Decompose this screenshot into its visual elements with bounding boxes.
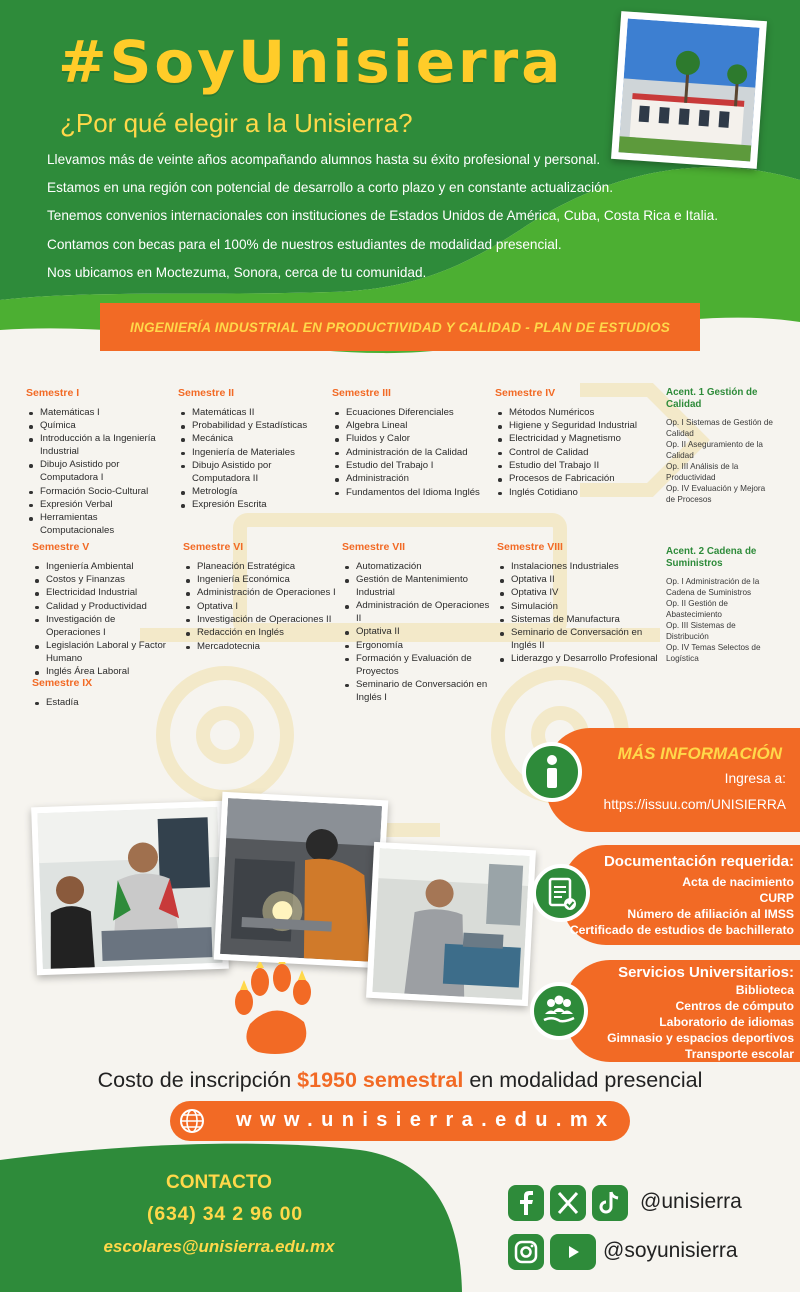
course-item: Inglés Área Laboral — [32, 666, 172, 679]
accentuation-item: Op. I Administración de la Cadena de Suministros — [666, 577, 760, 597]
course-item: Optativa II — [497, 574, 662, 587]
course-item: Ingeniería de Materiales — [178, 447, 328, 460]
document-item: Acta de nacimiento — [682, 875, 794, 889]
course-item: Simulación — [497, 601, 662, 614]
course-item: Algebra Lineal — [332, 420, 482, 433]
semester-3 — [332, 387, 482, 500]
course-item: Costos y Finanzas — [32, 574, 172, 587]
more-info-subtitle: Ingresa a: — [724, 771, 786, 786]
why-question-heading: ¿Por qué elegir a la Unisierra? — [60, 108, 413, 138]
service-item: Gimnasio y espacios deportivos — [607, 1031, 794, 1045]
semester-5 — [32, 541, 172, 679]
social-handle-2[interactable]: @soyunisierra — [603, 1239, 738, 1262]
youtube-icon[interactable] — [550, 1234, 596, 1270]
course-item: Administración de Operaciones II — [342, 600, 490, 626]
reason-item: Tenemos convenios internacionales con instituciones de Estados Unidos de América, Cuba, Costa Rica e Italia. — [47, 208, 718, 224]
campus-photo — [611, 11, 767, 169]
accentuation-item: Op. IV Temas Selectos de Logística — [666, 643, 761, 663]
semester-title: Semestre II — [178, 387, 235, 399]
course-item: Liderazgo y Desarrollo Profesional — [497, 653, 662, 666]
course-item: Metrología — [178, 486, 328, 499]
course-item: Optativa I — [183, 601, 338, 614]
reason-item: Contamos con becas para el 100% de nuestros estudiantes de modalidad presencial. — [47, 236, 562, 252]
course-item: Instalaciones Industriales — [497, 561, 662, 574]
paw-logo — [230, 962, 320, 1058]
more-info-panel — [546, 728, 800, 832]
semester-9 — [32, 677, 172, 710]
course-item: Investigación de Operaciones II — [183, 614, 338, 627]
semester-title: Semestre VI — [183, 541, 244, 553]
semester-6 — [183, 541, 338, 654]
semester-4 — [495, 387, 655, 500]
semester-title: Semestre VII — [342, 541, 406, 553]
accentuation-item: Op. III Análisis de la Productividad — [666, 462, 739, 482]
accentuation-title: Acent. 2 Cadena de Suministros — [666, 546, 757, 569]
semester-title: Semestre I — [26, 387, 80, 399]
course-item: Redacción en Inglés — [183, 627, 338, 640]
lathe-photo — [366, 842, 536, 1006]
services-panel — [566, 960, 800, 1062]
service-item: Biblioteca — [735, 983, 794, 997]
cost-amount: $1950 semestral — [297, 1068, 464, 1092]
contact-phone[interactable]: (634) 34 2 96 00 — [147, 1203, 303, 1225]
website-url[interactable]: www.unisierra.edu.mx — [236, 1109, 616, 1131]
instagram-icon[interactable] — [508, 1234, 544, 1270]
cost-suffix: en modalidad presencial — [463, 1068, 703, 1092]
course-item: Legislación Laboral y Factor Humano — [32, 640, 172, 666]
tiktok-icon[interactable] — [592, 1185, 628, 1221]
course-item: Administración — [332, 473, 482, 486]
course-item: Calidad y Productividad — [32, 601, 172, 614]
accentuation-item: Op. I Sistemas de Gestión de Calidad — [666, 418, 773, 438]
document-icon — [532, 864, 590, 922]
accentuation-item: Op. II Gestión de Abastecimiento — [666, 599, 728, 619]
course-item: Matemáticas II — [178, 407, 328, 420]
document-item: CURP — [759, 891, 794, 905]
reasons-list — [47, 150, 718, 291]
course-item: Matemáticas I — [26, 407, 166, 420]
course-item: Métodos Numéricos — [495, 407, 655, 420]
cost-prefix: Costo de inscripción — [97, 1068, 298, 1092]
semester-title: Semestre V — [32, 541, 90, 553]
contact-email[interactable]: escolares@unisierra.edu.mx — [103, 1237, 335, 1256]
course-item: Administración de la Calidad — [332, 447, 482, 460]
services-title: Servicios Universitarios: — [618, 964, 794, 981]
info-icon — [522, 742, 582, 802]
reason-item: Estamos en una región con potencial de desarrollo a corto plazo y en constante actualización. — [47, 180, 613, 196]
course-item: Formación y Evaluación de Proyectos — [342, 653, 490, 679]
documents-list — [570, 874, 794, 938]
course-item: Seminario de Conversación en Inglés II — [497, 627, 662, 653]
students-photo — [31, 801, 229, 976]
semester-1 — [26, 387, 166, 538]
course-item: Ecuaciones Diferenciales — [332, 407, 482, 420]
semester-title: Semestre III — [332, 387, 391, 399]
course-item: Introducción a la Ingeniería Industrial — [26, 433, 166, 459]
website-bar[interactable] — [170, 1101, 630, 1141]
course-item: Estudio del Trabajo II — [495, 460, 655, 473]
service-item: Laboratorio de idiomas — [659, 1015, 794, 1029]
reason-item: Llevamos más de veinte años acompañando alumnos hasta su éxito profesional y personal. — [47, 152, 601, 167]
course-item: Expresión Escrita — [178, 499, 328, 512]
course-item: Optativa IV — [497, 587, 662, 600]
semester-7 — [342, 541, 490, 705]
course-item: Planeación Estratégica — [183, 561, 338, 574]
course-item: Química — [26, 420, 166, 433]
study-plan-title: INGENIERÍA INDUSTRIAL EN PRODUCTIVIDAD Y CALIDAD - PLAN DE ESTUDIOS — [129, 319, 671, 335]
course-item: Seminario de Conversación en Inglés I — [342, 679, 490, 705]
accentuation-item: Op. III Sistemas de Distribución — [666, 621, 736, 641]
accentuation-item: Op. II Aseguramiento de la Calidad — [666, 440, 763, 460]
service-item: Transporte escolar — [684, 1047, 794, 1061]
welding-photo — [214, 792, 389, 968]
community-icon — [530, 982, 588, 1040]
accentuation-item: Op. IV Evaluación y Mejora de Procesos — [666, 484, 766, 504]
course-item: Gestión de Mantenimiento Industrial — [342, 574, 490, 600]
course-item: Ingeniería Económica — [183, 574, 338, 587]
service-item: Centros de cómputo — [675, 999, 794, 1013]
reason-item: Nos ubicamos en Moctezuma, Sonora, cerca de tu comunidad. — [47, 264, 427, 280]
course-item: Investigación de Operaciones I — [32, 614, 172, 640]
semester-2 — [178, 387, 328, 513]
globe-icon — [178, 1107, 206, 1135]
course-item: Electricidad y Magnetismo — [495, 433, 655, 446]
course-item: Procesos de Fabricación — [495, 473, 655, 486]
course-item: Administración de Operaciones I — [183, 587, 338, 600]
document-item: Número de afiliación al IMSS — [627, 907, 794, 921]
course-item: Estadía — [32, 697, 172, 710]
course-item: Expresión Verbal — [26, 499, 166, 512]
course-item: Estudio del Trabajo I — [332, 460, 482, 473]
course-item: Optativa II — [342, 626, 490, 639]
course-item: Ingeniería Ambiental — [32, 561, 172, 574]
study-plan-banner — [100, 303, 700, 351]
registration-cost — [0, 1068, 800, 1093]
semester-title: Semestre VIII — [497, 541, 563, 553]
facebook-icon[interactable] — [508, 1185, 544, 1221]
course-item: Inglés Cotidiano — [495, 487, 655, 500]
social-handle-1[interactable]: @unisierra — [640, 1190, 742, 1213]
course-item: Higiene y Seguridad Industrial — [495, 420, 655, 433]
course-item: Automatización — [342, 561, 490, 574]
issuu-link[interactable]: https://issuu.com/UNISIERRA — [603, 797, 786, 812]
semester-title: Semestre IX — [32, 677, 93, 689]
semester-8 — [497, 541, 662, 667]
x-icon[interactable] — [550, 1185, 586, 1221]
documents-panel — [562, 845, 800, 945]
course-item: Mercadotecnia — [183, 641, 338, 654]
course-item: Probabilidad y Estadísticas — [178, 420, 328, 433]
more-info-title: MÁS INFORMACIÓN — [617, 744, 782, 763]
course-item: Mecánica — [178, 433, 328, 446]
course-item: Sistemas de Manufactura — [497, 614, 662, 627]
course-item: Ergonomía — [342, 640, 490, 653]
semester-title: Semestre IV — [495, 387, 556, 399]
course-item: Fluidos y Calor — [332, 433, 482, 446]
accentuation-1 — [666, 387, 776, 505]
accentuation-title: Acent. 1 Gestión de Calidad — [666, 387, 758, 410]
accentuation-2 — [666, 546, 778, 664]
document-item: Certificado de estudios de bachillerato — [569, 923, 794, 937]
hashtag-title: #SoyUnisierra — [58, 28, 564, 96]
course-item: Fundamentos del Idioma Inglés — [332, 487, 482, 500]
course-item: Electricidad Industrial — [32, 587, 172, 600]
course-item: Dibujo Asistido por Computadora II — [178, 460, 328, 486]
course-item: Herramientas Computacionales — [26, 512, 166, 538]
course-item: Control de Calidad — [495, 447, 655, 460]
course-item: Dibujo Asistido por Computadora I — [26, 459, 166, 485]
documents-title: Documentación requerida: — [603, 853, 794, 870]
services-list — [607, 982, 794, 1062]
contact-title: CONTACTO — [166, 1172, 272, 1193]
course-item: Formación Socio-Cultural — [26, 486, 166, 499]
